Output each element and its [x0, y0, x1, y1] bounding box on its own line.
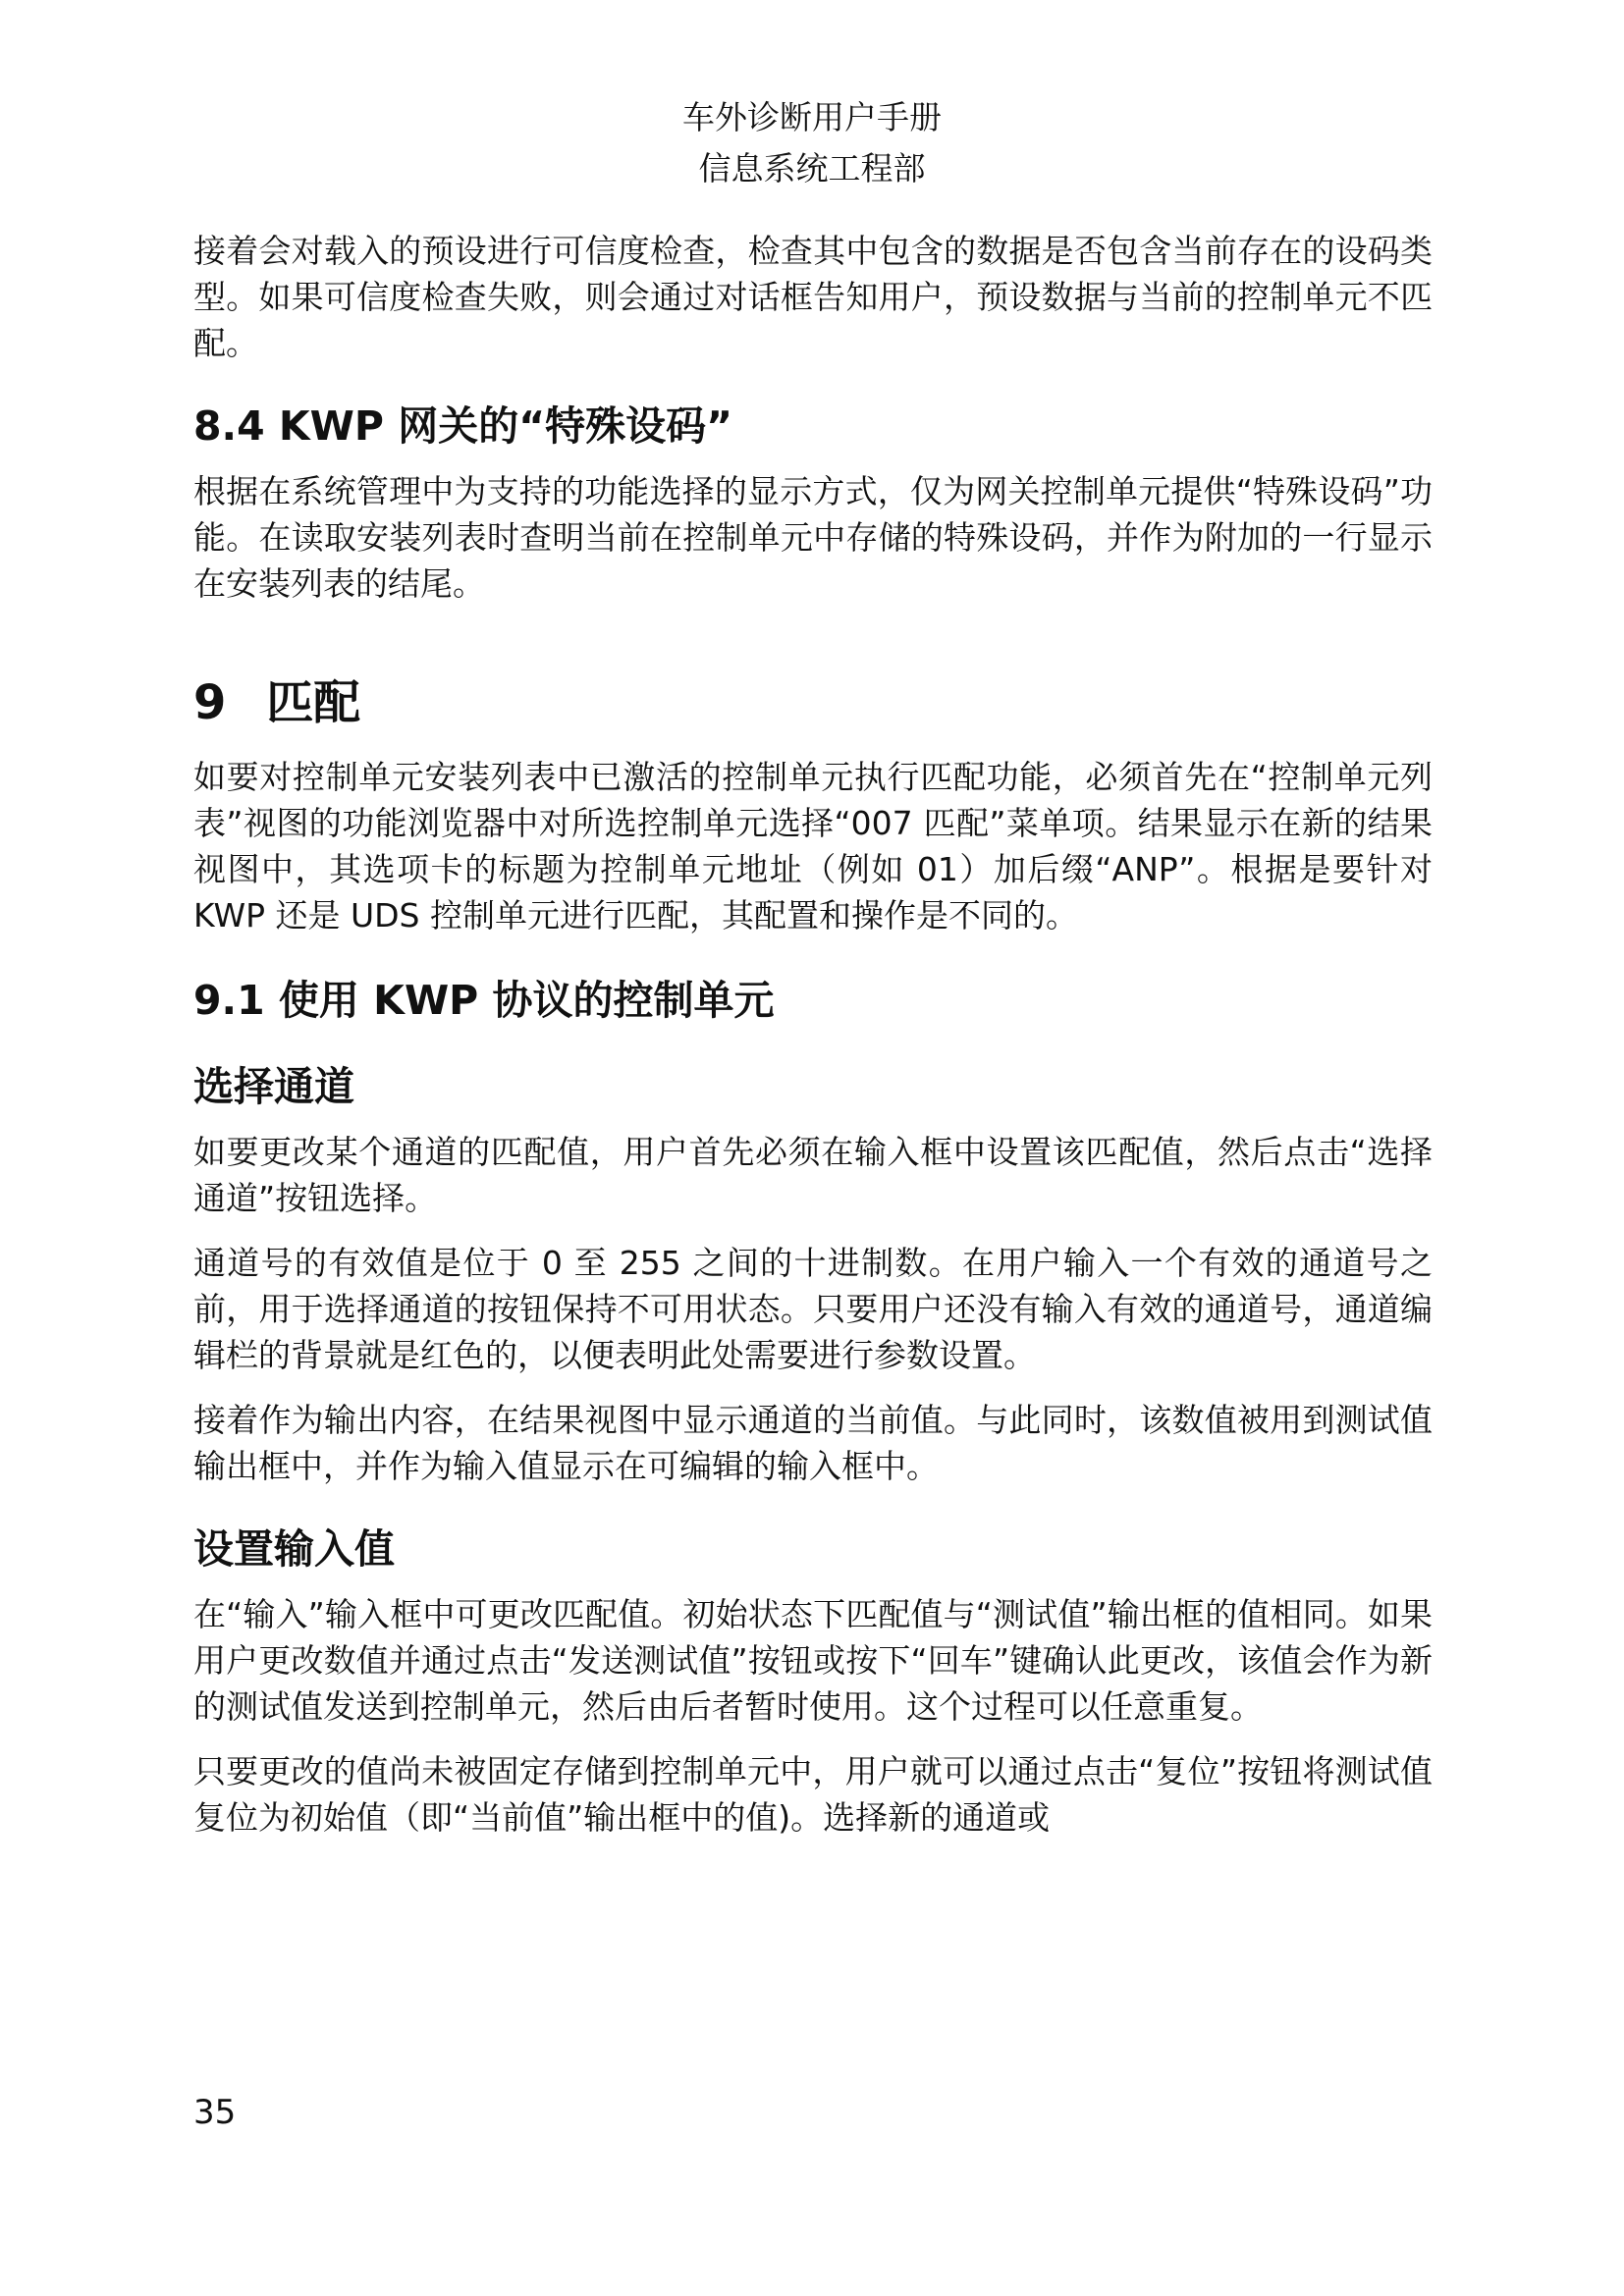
heading-9-adaptation: 9 匹配: [193, 675, 361, 730]
header-department: 信息系统工程部: [698, 149, 926, 187]
page-header: [0, 92, 1624, 194]
paragraph-adaptation-intro: 如要对控制单元安装列表中已激活的控制单元执行匹配功能，必须首先在“控制单元列表”视图的功能浏览器中对所选控制单元选择“007 匹配”菜单项。结果显示在新的结果视图中，其选项卡的标题为控制单元地址（例如 01）加后缀“ANP”。根据是要针对 KWP 还是 UDS 控制单元进行匹配，其配置和操作是不同的。: [193, 758, 1433, 934]
paragraph-gateway-special-coding: 根据在系统管理中为支持的功能选择的显示方式，仅为网关控制单元提供“特殊设码”功能。在读取安装列表时查明当前在控制单元中存储的特殊设码，并作为附加的一行显示在安装列表的结尾。: [193, 472, 1433, 603]
heading-9-1-kwp-control-units: 9.1 使用 KWP 协议的控制单元: [193, 977, 775, 1024]
paragraph-channel-number: 通道号的有效值是位于 0 至 255 之间的十进制数。在用户输入一个有效的通道号之前，用于选择通道的按钮保持不可用状态。只要用户还没有输入有效的通道号，通道编辑栏的背景就是红色的，以便表明此处需要进行参数设置。: [193, 1244, 1433, 1374]
page-content: [193, 228, 1433, 1859]
heading-8-4-special-coding: 8.4 KWP 网关的“特殊设码”: [193, 402, 733, 450]
paragraph-reset-value: 只要更改的值尚未被固定存储到控制单元中，用户就可以通过点击“复位”按钮将测试值复位为初始值（即“当前值”输出框中的值)。选择新的通道或: [193, 1752, 1433, 1837]
paragraph-input-field: 在“输入”输入框中可更改匹配值。初始状态下匹配值与“测试值”输出框的值相同。如果用户更改数值并通过点击“发送测试值”按钮或按下“回车”键确认此更改，该值会作为新的测试值发送到控制单元，然后由后者暂时使用。这个过程可以任意重复。: [193, 1595, 1433, 1726]
paragraph-select-channel: 如要更改某个通道的匹配值，用户首先必须在输入框中设置该匹配值，然后点击“选择通道”按钮选择。: [193, 1133, 1433, 1217]
header-manual-title: 车外诊断用户手册: [682, 98, 942, 136]
paragraph-output-current-value: 接着作为输出内容，在结果视图中显示通道的当前值。与此同时，该数值被用到测试值输出框中，并作为输入值显示在可编辑的输入框中。: [193, 1401, 1433, 1485]
page-number: 35: [193, 2093, 237, 2132]
heading-select-channel: 选择通道: [193, 1063, 354, 1110]
paragraph-plausibility-check: 接着会对载入的预设进行可信度检查，检查其中包含的数据是否包含当前存在的设码类型。如果可信度检查失败，则会通过对话框告知用户，预设数据与当前的控制单元不匹配。: [193, 232, 1433, 362]
heading-set-input-value: 设置输入值: [193, 1525, 395, 1573]
